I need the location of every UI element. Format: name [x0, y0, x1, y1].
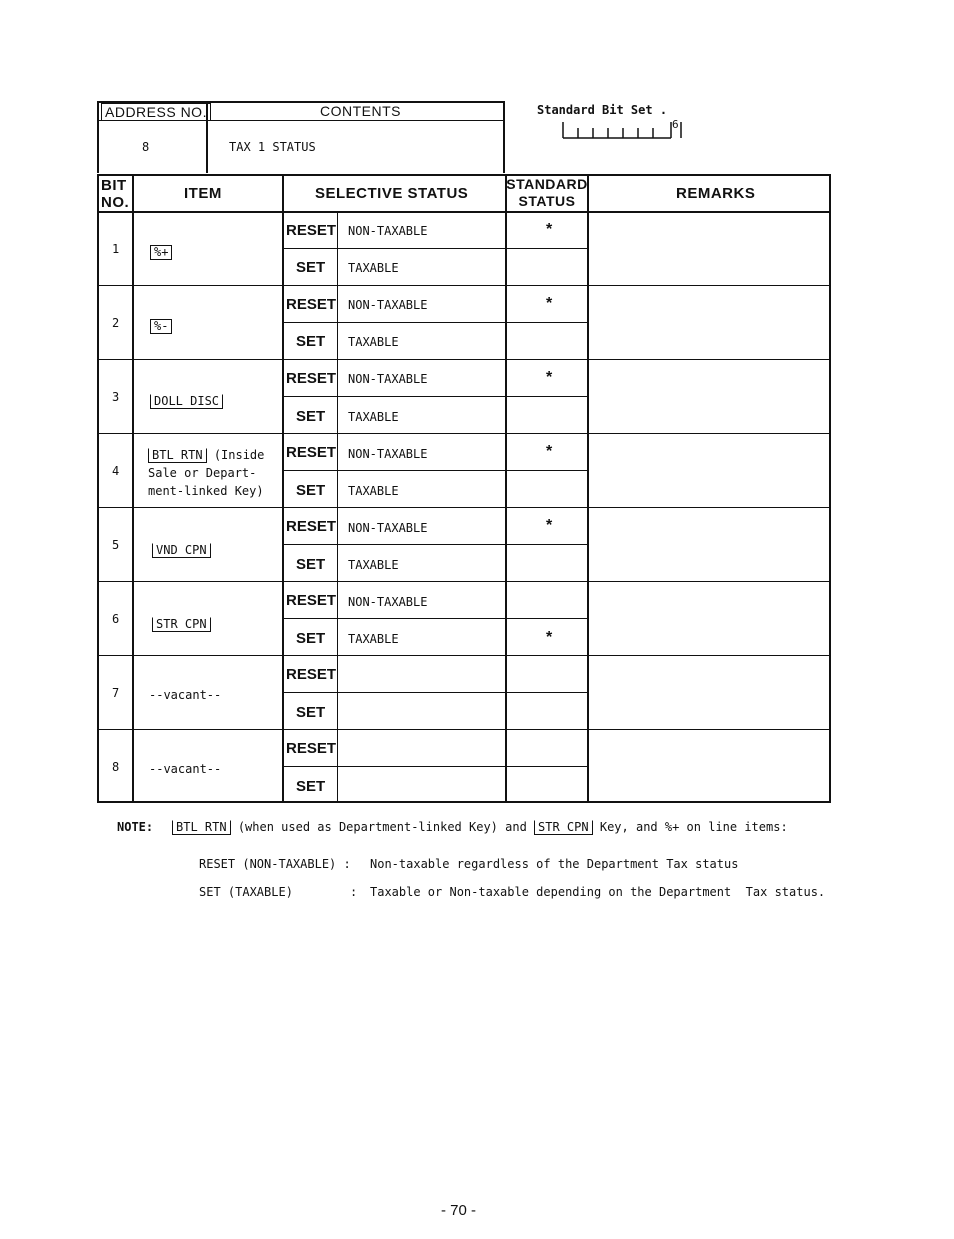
address-value: 8 [142, 140, 150, 154]
note-set-desc: Taxable or Non-taxable depending on the Department Tax status. [370, 885, 826, 899]
row-sep-7 [97, 729, 831, 730]
bit-set-diagram [558, 118, 688, 140]
set-status-text: TAXABLE [348, 261, 399, 275]
set-label: SET [296, 556, 326, 573]
reset-status-text: NON-TAXABLE [348, 372, 428, 386]
col-header-item: ITEM [184, 185, 222, 202]
table-bottom-border [97, 801, 831, 803]
set-status-text: TAXABLE [348, 410, 399, 424]
bit-set-value: 6 [672, 118, 679, 131]
half-sep-4 [282, 470, 589, 471]
note-line: BTL RTN (when used as Department-linked Key) and STR CPN Key, and %+ on line items: [172, 820, 788, 835]
bit-number: 8 [112, 760, 120, 774]
bit-number: 2 [112, 316, 120, 330]
col-header-standard-status: STANDARD STATUS [506, 176, 588, 209]
page-number: - 70 - [441, 1202, 477, 1219]
standard-marker: * [546, 629, 553, 646]
set-status-text: TAXABLE [348, 484, 399, 498]
standard-marker: * [546, 221, 553, 238]
col-header-bit-no: BIT NO. [101, 177, 130, 211]
item-key-doll-disc: DOLL DISC [150, 390, 223, 409]
note-set-term: SET (TAXABLE) [199, 885, 293, 899]
half-sep-6 [282, 618, 589, 619]
col-border-selective [505, 174, 507, 802]
col-border-item [282, 174, 284, 802]
note-reset-desc: Non-taxable regardless of the Department Tax status [370, 857, 739, 871]
col-header-remarks: REMARKS [676, 185, 756, 202]
standard-marker: * [546, 369, 553, 386]
row-sep-5 [97, 581, 831, 582]
set-label: SET [296, 482, 326, 499]
table-top-border [97, 174, 831, 176]
item-key-str-cpn: STR CPN [152, 613, 211, 632]
bit-number: 1 [112, 242, 120, 256]
item-key-vnd-cpn: VND CPN [152, 539, 211, 558]
item-key-percent-minus: %- [150, 315, 172, 334]
note-reset-term: RESET (NON-TAXABLE) : [199, 857, 351, 871]
standard-marker: * [546, 517, 553, 534]
item-vacant: --vacant-- [149, 762, 222, 776]
col-border-bit [132, 174, 134, 802]
set-status-text: TAXABLE [348, 558, 399, 572]
reset-label: RESET [286, 444, 337, 461]
bit-number: 3 [112, 390, 120, 404]
half-sep-5 [282, 544, 589, 545]
set-label: SET [296, 630, 326, 647]
bit-number: 6 [112, 612, 120, 626]
set-status-text: TAXABLE [348, 335, 399, 349]
standard-marker: * [546, 443, 553, 460]
row-sep-2 [97, 359, 831, 360]
header-right-border [503, 101, 505, 173]
reset-label: RESET [286, 592, 337, 609]
reset-status-text: NON-TAXABLE [348, 595, 428, 609]
contents-label: CONTENTS [320, 103, 401, 119]
reset-label: RESET [286, 518, 337, 535]
reset-status-text: NON-TAXABLE [348, 224, 428, 238]
table-header-bottom [97, 211, 831, 213]
half-sep-2 [282, 322, 589, 323]
half-sep-1 [282, 248, 589, 249]
item-btl-rtn-description: BTL RTN (Inside Sale or Depart- ment-linked Key) [148, 448, 265, 498]
col-border-right [829, 174, 831, 802]
reset-label: RESET [286, 370, 337, 387]
reset-label: RESET [286, 666, 337, 683]
note-label: NOTE: [117, 820, 154, 834]
reset-label: RESET [286, 296, 337, 313]
standard-marker: * [546, 295, 553, 312]
half-sep-3 [282, 396, 589, 397]
address-label: ADDRESS NO. [101, 103, 211, 121]
set-label: SET [296, 259, 326, 276]
set-label: SET [296, 778, 326, 795]
standard-bit-set-label: Standard Bit Set . [537, 103, 668, 117]
set-label: SET [296, 704, 326, 721]
btl-rtn-key: BTL RTN [148, 448, 207, 463]
reset-label: RESET [286, 740, 337, 757]
contents-value: TAX 1 STATUS [229, 140, 316, 154]
row-sep-6 [97, 655, 831, 656]
row-sep-4 [97, 507, 831, 508]
col-border-left [97, 174, 99, 802]
item-vacant: --vacant-- [149, 688, 222, 702]
btl-rtn-key: BTL RTN [172, 820, 231, 835]
reset-label: RESET [286, 222, 337, 239]
bit-number: 4 [112, 464, 120, 478]
str-cpn-key: STR CPN [534, 820, 593, 835]
item-key-percent-plus: %+ [150, 241, 172, 260]
set-label: SET [296, 333, 326, 350]
half-sep-8 [282, 766, 589, 767]
row-sep-3 [97, 433, 831, 434]
reset-status-text: NON-TAXABLE [348, 298, 428, 312]
col-border-standard [587, 174, 589, 802]
row-sep-1 [97, 285, 831, 286]
bit-number: 7 [112, 686, 120, 700]
set-label: SET [296, 408, 326, 425]
half-sep-7 [282, 692, 589, 693]
col-header-selective-status: SELECTIVE STATUS [315, 185, 469, 202]
reset-status-text: NON-TAXABLE [348, 447, 428, 461]
header-left-border [97, 101, 99, 173]
note-set-colon: : [350, 885, 358, 899]
reset-status-text: NON-TAXABLE [348, 521, 428, 535]
bit-number: 5 [112, 538, 120, 552]
set-status-text: TAXABLE [348, 632, 399, 646]
